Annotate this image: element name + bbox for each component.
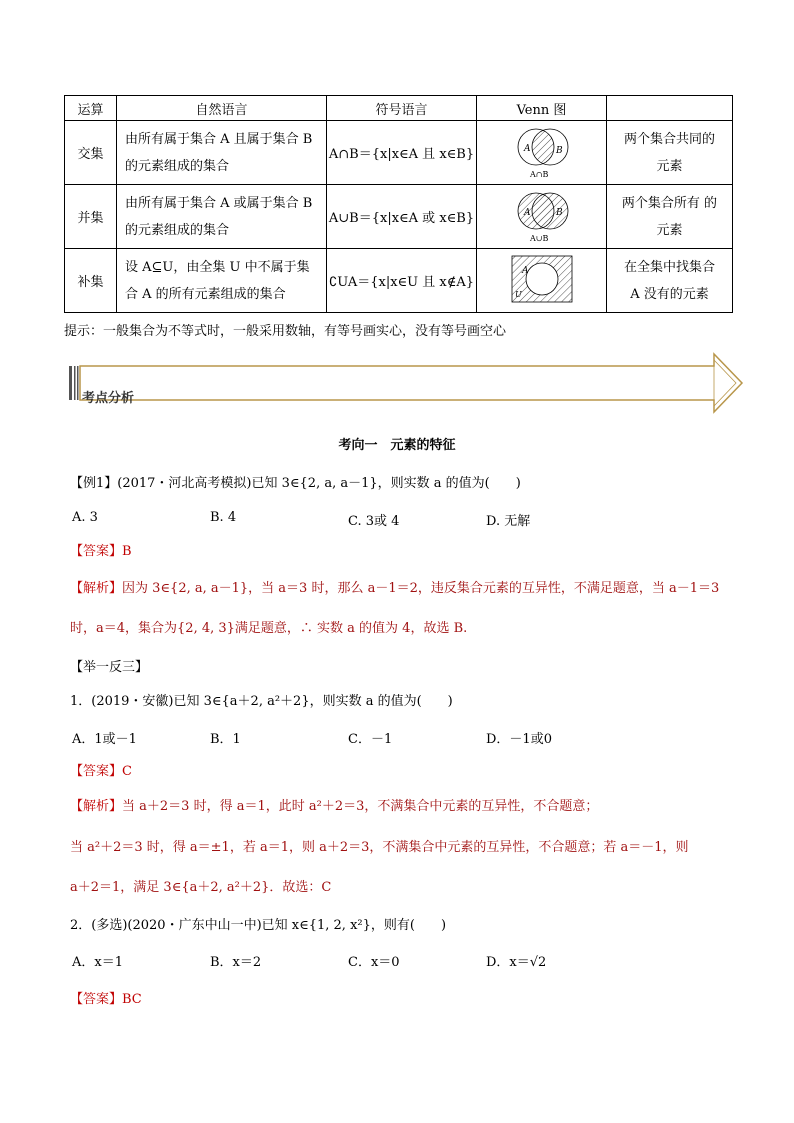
analysis-text: 当 a＋2＝3 时，得 a＝1，此时 a²＋2＝3，不满集合中元素的互异性，不合题意； [122, 799, 599, 814]
example1-choice-c: C. 3或 4 [348, 514, 400, 529]
venn-label-a: A [521, 265, 528, 276]
symbol-cell: A∪B＝{x|x∈A 或 x∈B} [327, 185, 477, 249]
example1-analysis-line1 [70, 577, 719, 596]
q1-choice-d: D．－1或0 [486, 732, 552, 747]
set-operations-table [64, 95, 733, 313]
note-line: 在全集中找集合 [623, 259, 715, 275]
q1-analysis-line3: a＋2＝1，满足 3∈{a＋2, a²＋2}．故选：C [70, 880, 332, 895]
natural-line: 由所有属于集合 A 且属于集合 B [125, 131, 313, 147]
venn-cell [477, 121, 607, 185]
venn-caption: A∪B [529, 233, 548, 243]
natural-line: 设 A⊆U，由全集 U 中不属于集 [125, 259, 310, 275]
q2-choice-b: B．x＝2 [210, 955, 262, 970]
venn-label-u: U [514, 289, 522, 299]
header-natural-language: 自然语言 [117, 96, 327, 121]
header-note [607, 96, 733, 121]
symbol-cell: A∩B＝{x|x∈A 且 x∈B} [327, 121, 477, 185]
venn-complement-diagram [504, 253, 580, 305]
natural-cell [117, 249, 327, 313]
q1-analysis-line1 [70, 795, 598, 814]
q2-choice-d: D．x＝√2 [486, 955, 547, 970]
header-operation: 运算 [65, 96, 117, 121]
example1-choice-b: B. 4 [210, 510, 237, 525]
op-cell: 交集 [65, 121, 117, 185]
analysis-text: 因为 3∈{2, a, a－1}，当 a＝3 时，那么 a－1＝2，违反集合元素的互异性，不满足题意，当 a－1＝3 [122, 581, 720, 596]
note-line: 元素 [656, 158, 683, 174]
natural-line: 的元素组成的集合 [125, 158, 230, 174]
header-venn: Venn 图 [477, 96, 607, 121]
analysis-tag: 【解析】 [70, 799, 123, 814]
natural-line: 合 A 的所有元素组成的集合 [125, 286, 286, 302]
note-line: 两个集合所有 的 [621, 195, 718, 211]
note-line: A 没有的元素 [630, 286, 709, 302]
q1-answer: 【答案】C [70, 764, 132, 779]
venn-cell [477, 249, 607, 313]
venn-caption: A∩B [529, 169, 548, 179]
venn-intersection-diagram [504, 122, 580, 180]
q2-answer: 【答案】BC [70, 992, 142, 1007]
venn-cell [477, 185, 607, 249]
tip-text: 提示：一般集合为不等式时，一般采用数轴，有等号画实心，没有等号画空心 [64, 324, 507, 339]
q1-question: 1．(2019・安徽)已知 3∈{a＋2, a²＋2}，则实数 a 的值为( ) [70, 694, 453, 709]
venn-label-b: B [555, 207, 563, 218]
note-line: 元素 [656, 222, 683, 238]
example1-choice-d: D. 无解 [486, 514, 531, 529]
section-banner [66, 352, 746, 416]
q1-choice-a: A．1或－1 [72, 732, 137, 747]
op-cell: 并集 [65, 185, 117, 249]
symbol-cell: ∁UA＝{x|x∈U 且 x∉A} [327, 249, 477, 313]
natural-line: 的元素组成的集合 [125, 222, 230, 238]
q1-choice-b: B．1 [210, 732, 241, 747]
analysis-tag: 【解析】 [70, 581, 123, 596]
example1-answer: 【答案】B [70, 544, 132, 559]
natural-cell [117, 185, 327, 249]
venn-label-a: A [523, 207, 530, 218]
q1-choice-c: C．－1 [348, 732, 393, 747]
table-row-intersection [65, 121, 733, 185]
q2-choice-a: A．x＝1 [72, 955, 123, 970]
example1-question: 【例1】(2017・河北高考模拟)已知 3∈{2, a, a－1}，则实数 a 的值为( ) [70, 476, 521, 491]
note-line: 两个集合共同的 [623, 131, 715, 147]
practice-header: 【举一反三】 [70, 660, 149, 675]
natural-line: 由所有属于集合 A 或属于集合 B [125, 195, 313, 211]
q2-question: 2．(多选)(2020・广东中山一中)已知 x∈{1, 2, x²}，则有( ) [70, 918, 447, 933]
section-title: 考向一 元素的特征 [338, 438, 456, 453]
note-cell [607, 249, 733, 313]
natural-cell [117, 121, 327, 185]
table-row-union [65, 185, 733, 249]
op-cell: 补集 [65, 249, 117, 313]
example1-analysis-line2: 时，a＝4，集合为{2, 4, 3}满足题意，∴ 实数 a 的值为 4，故选 B. [70, 621, 468, 636]
venn-union-diagram [504, 186, 580, 244]
venn-label-a: A [523, 143, 530, 154]
q2-choice-c: C．x＝0 [348, 955, 400, 970]
q1-analysis-line2: 当 a²＋2＝3 时，得 a＝±1，若 a＝1，则 a＋2＝3，不满集合中元素的互异性，不合题意；若 a＝－1，则 [70, 840, 689, 855]
note-cell [607, 185, 733, 249]
venn-label-b: B [555, 145, 563, 156]
header-symbol-language: 符号语言 [327, 96, 477, 121]
table-row-complement [65, 249, 733, 313]
example1-choice-a: A. 3 [72, 510, 98, 525]
table-header-row [65, 96, 733, 121]
note-cell [607, 121, 733, 185]
banner-label [82, 387, 134, 396]
